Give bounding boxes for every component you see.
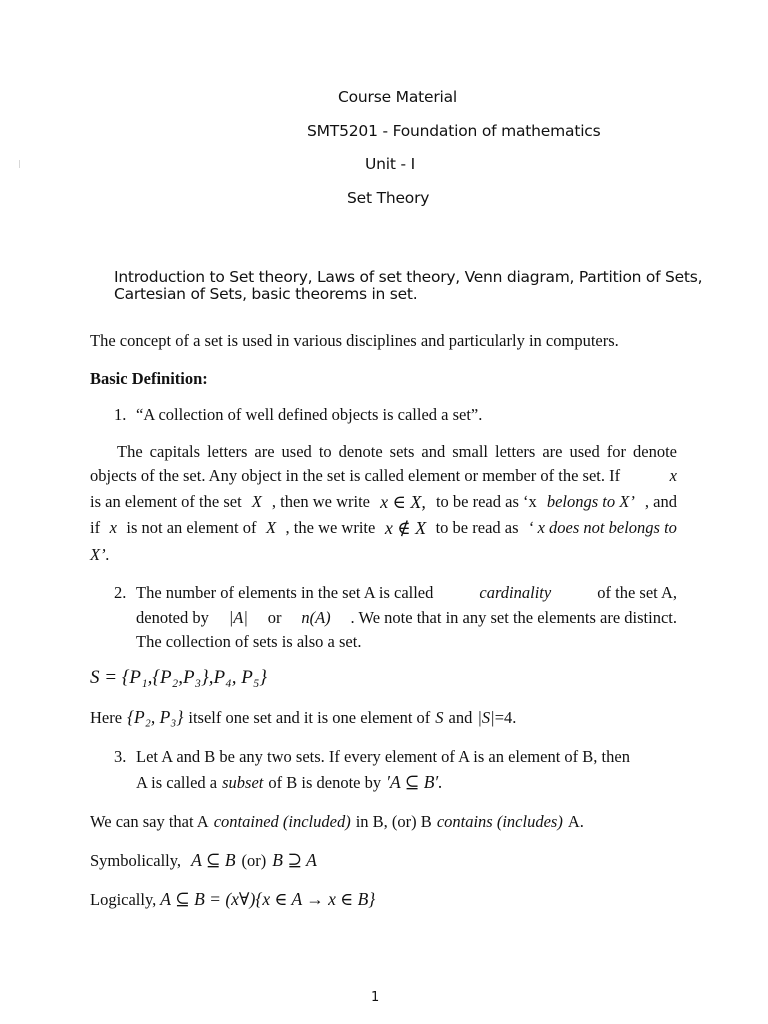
- belongs-to-phrase: belongs to X’: [546, 492, 635, 511]
- item-2-or: or: [267, 608, 282, 627]
- does-not-belong-phrase: ‘ x does not belongs to: [527, 518, 677, 537]
- basic-definition-heading: Basic Definition:: [90, 369, 208, 388]
- item-3-line-2-b: of B is denote by: [268, 773, 382, 792]
- para-1-line-4-d: to be read as: [435, 518, 519, 537]
- para-1-line-5: X’.: [90, 545, 110, 564]
- para-1-line-4-a: if: [90, 518, 101, 537]
- intro-line-2: Cartesian of Sets, basic theorems in set.: [114, 285, 418, 303]
- page-number: 1: [371, 990, 380, 1005]
- contained-line: [90, 812, 584, 832]
- item-2-number: 2.: [114, 583, 127, 602]
- item-2-line-1-b: of the set A,: [597, 583, 677, 602]
- here-c: and: [448, 708, 473, 727]
- margin-mark: [19, 160, 20, 168]
- here-S: S: [435, 708, 444, 727]
- para-1-line-4: [90, 518, 677, 539]
- var-X: X: [251, 492, 262, 511]
- item-3-line-1: Let A and B be any two sets. If every element of A is an element of B, then: [136, 747, 630, 766]
- para-1-line-3-a: is an element of the set: [90, 492, 242, 511]
- item-2-line-1-a: The number of elements in the set A is called: [136, 583, 434, 602]
- here-a: Here: [90, 708, 123, 727]
- expr-element-of: x ∈ X,: [380, 492, 426, 512]
- para-1-line-2: [90, 466, 677, 486]
- logical-expression: A ⊆ B = (x∀){x ∈ A → x ∈ B}: [160, 889, 376, 909]
- para-1-line-3-d: , and: [644, 492, 677, 511]
- cardinality-term: cardinality: [479, 583, 552, 602]
- intro-line-1: Introduction to Set theory, Laws of set theory, Venn diagram, Partition of Sets,: [114, 268, 703, 286]
- subset-term: subset: [222, 773, 264, 792]
- symbolically-line: [90, 850, 317, 871]
- subset-expression: ′A ⊆ B′.: [386, 772, 443, 792]
- unit-title: Unit - I: [365, 155, 415, 173]
- logically-line: [90, 889, 375, 910]
- contained-term: contained (included): [213, 812, 351, 831]
- here-d: =4.: [494, 708, 517, 727]
- topic-title: Set Theory: [347, 189, 430, 207]
- logically-label: Logically,: [90, 890, 157, 909]
- symbolically-label: Symbolically,: [90, 851, 182, 870]
- para-1-line-2-text: objects of the set. Any object in the set is called element or member of the set. If: [90, 466, 621, 485]
- contained-b: in B, (or) B: [355, 812, 432, 831]
- item-1-text: “A collection of well defined objects is called a set”.: [136, 405, 483, 424]
- var-x: x: [669, 466, 677, 485]
- n-of-A: n(A): [301, 608, 331, 627]
- var-x-2: x: [109, 518, 117, 537]
- para-1-line-4-b: is not an element of: [126, 518, 257, 537]
- item-3-line-2-a: A is called a: [136, 773, 218, 792]
- item-2-line-1: [136, 583, 677, 603]
- item-2-line-2: [136, 608, 677, 628]
- concept-sentence: The concept of a set is used in various disciplines and particularly in computers.: [90, 331, 619, 350]
- symbolic-expr-1: A ⊆ B: [191, 850, 236, 870]
- contained-c: A.: [567, 812, 584, 831]
- item-3-line-2: [136, 772, 443, 793]
- para-1-line-4-c: , the we write: [285, 518, 376, 537]
- item-1-number: 1.: [114, 405, 127, 424]
- abs-S: |S|: [477, 708, 495, 727]
- para-1-line-3-c: to be read as ‘x: [435, 492, 537, 511]
- expr-not-element-of: x ∉ X: [384, 518, 427, 538]
- contained-a: We can say that A: [90, 812, 209, 831]
- subset-P2-P3: {P₂, P₃}: [127, 707, 184, 727]
- item-3-number: 3.: [114, 747, 127, 766]
- para-1-line-1: The capitals letters are used to denote sets and small letters are used for denote: [117, 442, 677, 461]
- symbolic-or: (or): [241, 851, 267, 870]
- item-2-line-3: The collection of sets is also a set.: [136, 632, 362, 651]
- contains-term: contains (includes): [436, 812, 563, 831]
- set-S-members: = {P₁,{P₂,P₃},P₄, P₅}: [99, 667, 268, 688]
- here-b: itself one set and it is one element of: [188, 708, 431, 727]
- abs-A: |A|: [228, 608, 248, 627]
- var-X-2: X: [265, 518, 277, 537]
- symbolic-expr-2: B ⊇ A: [272, 850, 317, 870]
- item-2-line-2-a: denoted by: [136, 608, 209, 627]
- item-2-line-2-b: . We note that in any set the elements are distinct.: [350, 608, 677, 627]
- course-material-title: Course Material: [338, 88, 458, 106]
- set-equation: [90, 667, 267, 689]
- set-S-symbol: S: [90, 667, 100, 688]
- course-code-title: SMT5201 - Foundation of mathematics: [307, 122, 601, 140]
- para-1-line-3-b: , then we write: [271, 492, 370, 511]
- here-line: [90, 707, 516, 728]
- para-1-line-3: [90, 492, 677, 513]
